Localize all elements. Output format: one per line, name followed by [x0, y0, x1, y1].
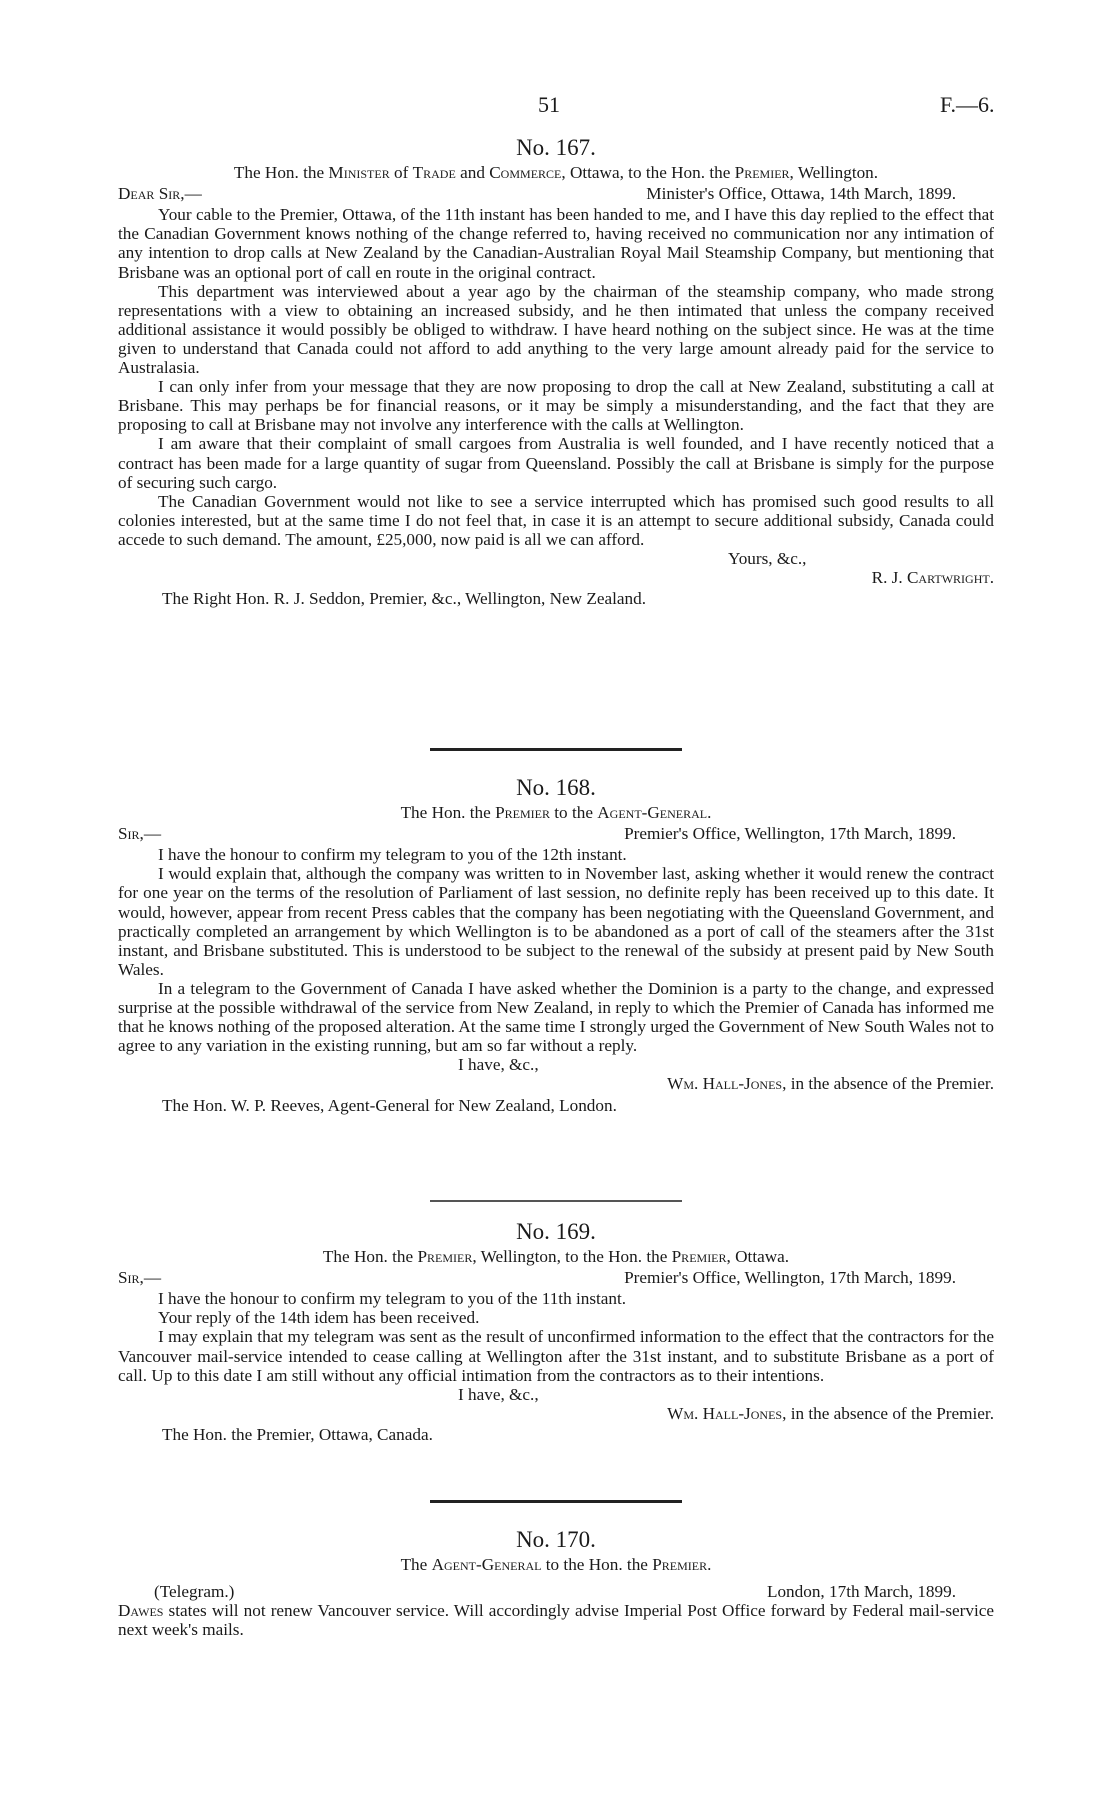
heading-text: to the Hon. the [541, 1555, 653, 1575]
section-divider [430, 748, 682, 751]
letter-heading [118, 1555, 994, 1574]
heading-text: The Hon. the [322, 1247, 418, 1267]
heading-text: Trade [412, 163, 456, 183]
signature-note: , in the absence of the Premier. [782, 1074, 994, 1094]
paragraph: In a telegram to the Government of Canada I have asked whether the Dominion is a party to the change, and expressed surprise at the possible withdrawal of the service from New Zealand, in reply to which the Premier of Canada has informed me that he knows nothing of the proposed alteration. At the same time I strongly urged the Government of New South Wales not to agree to any variation in the existing running, but am so far without a reply. [118, 978, 994, 1056]
signature-note: , in the absence of the Premier. [782, 1403, 994, 1423]
place-date: Premier's Office, Wellington, 17th March, 1899. [624, 1268, 956, 1288]
paragraph: I would explain that, although the company was written to in November last, asking whether it would renew the contract for one year on the terms of the resolution of Parliament of last session, no definite reply has been received up to this date. It would, however, appear from recent Press cables that the company has been negotiating with the Queensland Government, and practically completed an arrangement by which Wellington is to be abandoned as a port of call of the steamers after the 31st instant, and Brisbane substituted. This is understood to be subject to the renewal of the subsidy at present paid by New South Wales. [118, 864, 994, 979]
place-date: Minister's Office, Ottawa, 14th March, 1899. [646, 184, 956, 204]
telegram-label: (Telegram.) [154, 1582, 235, 1602]
letter-168 [118, 775, 994, 1115]
heading-text: . [707, 803, 712, 823]
signature [118, 1074, 994, 1093]
telegram-line [118, 1582, 994, 1601]
paragraph: I can only infer from your message that they are now proposing to drop the call at New Zealand, substituting a call at Brisbane. This may perhaps be for financial reasons, or it may be simply a misunderstanding, and the fact that they are proposing to call at Brisbane may not involve any interference with the calls at Wellington. [118, 377, 994, 435]
paragraph: Your cable to the Premier, Ottawa, of the 11th instant has been handed to me, and I have this day replied to the effect that the Canadian Government knows nothing of the change referred to, having received no communication nor any intimation of any intention to drop calls at New Zealand by the Canadian-Australian Royal Mail Steamship Company, but mentioning that Brisbane was an optional port of call en route in the original contract. [118, 205, 994, 282]
heading-text: Premier [495, 803, 550, 823]
addressee: The Hon. the Premier, Ottawa, Canada. [162, 1424, 433, 1444]
paragraph: The Canadian Government would not like to see a service interrupted which has promised such good results to all colonies interested, but at the same time I do not feel that, in case it is an attempt to secure additional subsidy, Canada could accede to such demand. The amount, £25,000, now paid is all we can afford. [118, 491, 994, 549]
heading-text: , Ottawa. [726, 1247, 790, 1267]
heading-text: Premier [671, 1247, 727, 1267]
salutation: Sir,— [118, 1268, 162, 1288]
heading-text: Minister [328, 163, 390, 183]
telegram-text: states will not renew Vancouver service. Will accordingly advise Imperial Post Office forward by Federal mail-service next week's mails. [118, 1601, 994, 1640]
heading-text: , Ottawa, to the Hon. the [561, 163, 735, 183]
heading-text: The Hon. the [400, 803, 496, 823]
closing: I have, &c., [458, 1055, 539, 1075]
heading-text: Agent-General [431, 1555, 542, 1575]
paragraph: I have the honour to confirm my telegram to you of the 11th instant. [158, 1289, 627, 1309]
page-number: 51 [538, 92, 560, 117]
heading-text: Agent-General [597, 803, 708, 823]
letter-number: No. 170. [516, 1527, 596, 1552]
letter-heading [118, 163, 994, 182]
place-date: London, 17th March, 1899. [766, 1582, 956, 1602]
paragraph: Your reply of the 14th idem has been received. [158, 1308, 480, 1328]
paragraph: This department was interviewed about a year ago by the chairman of the steamship company, who made strong representations with a view to obtaining an increased subsidy, and he then intimated that unless the company received additional assistance it would possibly be obliged to withdraw. I have heard nothing on the subject since. He was at the time given to understand that Canada could not afford to add anything to the very large amount already paid for the service to Australasia. [118, 281, 994, 378]
signature [118, 1404, 994, 1423]
letter-heading [118, 1247, 994, 1266]
telegram-body [118, 1601, 994, 1639]
letter-number: No. 168. [516, 775, 596, 800]
paragraph: I am aware that their complaint of small cargoes from Australia is well founded, and I have recently noticed that a contract has been made for a large quantity of sugar from Queensland. Possibly the call at Brisbane is simply for the purpose of securing such cargo. [118, 434, 994, 492]
heading-text: of [389, 163, 413, 183]
salutation: Sir,— [118, 824, 162, 844]
heading-text: , Wellington, to the Hon. the [472, 1247, 672, 1267]
addressee: The Hon. W. P. Reeves, Agent-General for New Zealand, London. [162, 1095, 617, 1115]
page-reference: F.—6. [940, 92, 995, 117]
letter-169 [118, 1219, 994, 1444]
salutation-line [118, 824, 994, 843]
section-divider [430, 1200, 682, 1202]
letter-number: No. 169. [516, 1219, 596, 1244]
closing: Yours, &c., [728, 548, 807, 568]
salutation-line [118, 184, 994, 203]
paragraph: I may explain that my telegram was sent as the result of unconfirmed information to the effect that the contractors for the Vancouver mail-service intended to cease calling at Wellington after the 31st instant, and to substitute Brisbane as a port of call. Up to this date I am still without any official intimation from the contractors as to their intentions. [118, 1327, 994, 1385]
heading-text: Premier [417, 1247, 473, 1267]
telegram-sender: Dawes [118, 1601, 164, 1621]
letter-167 [118, 135, 994, 609]
heading-text: Premier [734, 163, 790, 183]
addressee: The Right Hon. R. J. Seddon, Premier, &c., Wellington, New Zealand. [162, 589, 647, 609]
paragraph: I have the honour to confirm my telegram to you of the 12th instant. [158, 845, 627, 865]
letter-heading [118, 803, 994, 822]
heading-text: to the [549, 803, 598, 823]
heading-text: . [707, 1555, 712, 1575]
signature-name: Wm. Hall-Jones [667, 1403, 783, 1423]
section-divider [430, 1500, 682, 1503]
letter-170 [118, 1527, 994, 1640]
heading-text: The [400, 1555, 432, 1575]
salutation-line [118, 1268, 994, 1287]
letter-number: No. 167. [516, 135, 596, 160]
signature-name: Wm. Hall-Jones [667, 1074, 783, 1094]
closing: I have, &c., [458, 1384, 539, 1404]
heading-text: Premier [652, 1555, 708, 1575]
signature: R. J. Cartwright. [871, 568, 994, 588]
heading-text: , Wellington. [789, 163, 879, 183]
heading-text: The Hon. the [233, 163, 329, 183]
salutation: Dear Sir,— [118, 184, 202, 204]
heading-text: and [455, 163, 490, 183]
heading-text: Commerce [489, 163, 562, 183]
place-date: Premier's Office, Wellington, 17th March, 1899. [624, 824, 956, 844]
